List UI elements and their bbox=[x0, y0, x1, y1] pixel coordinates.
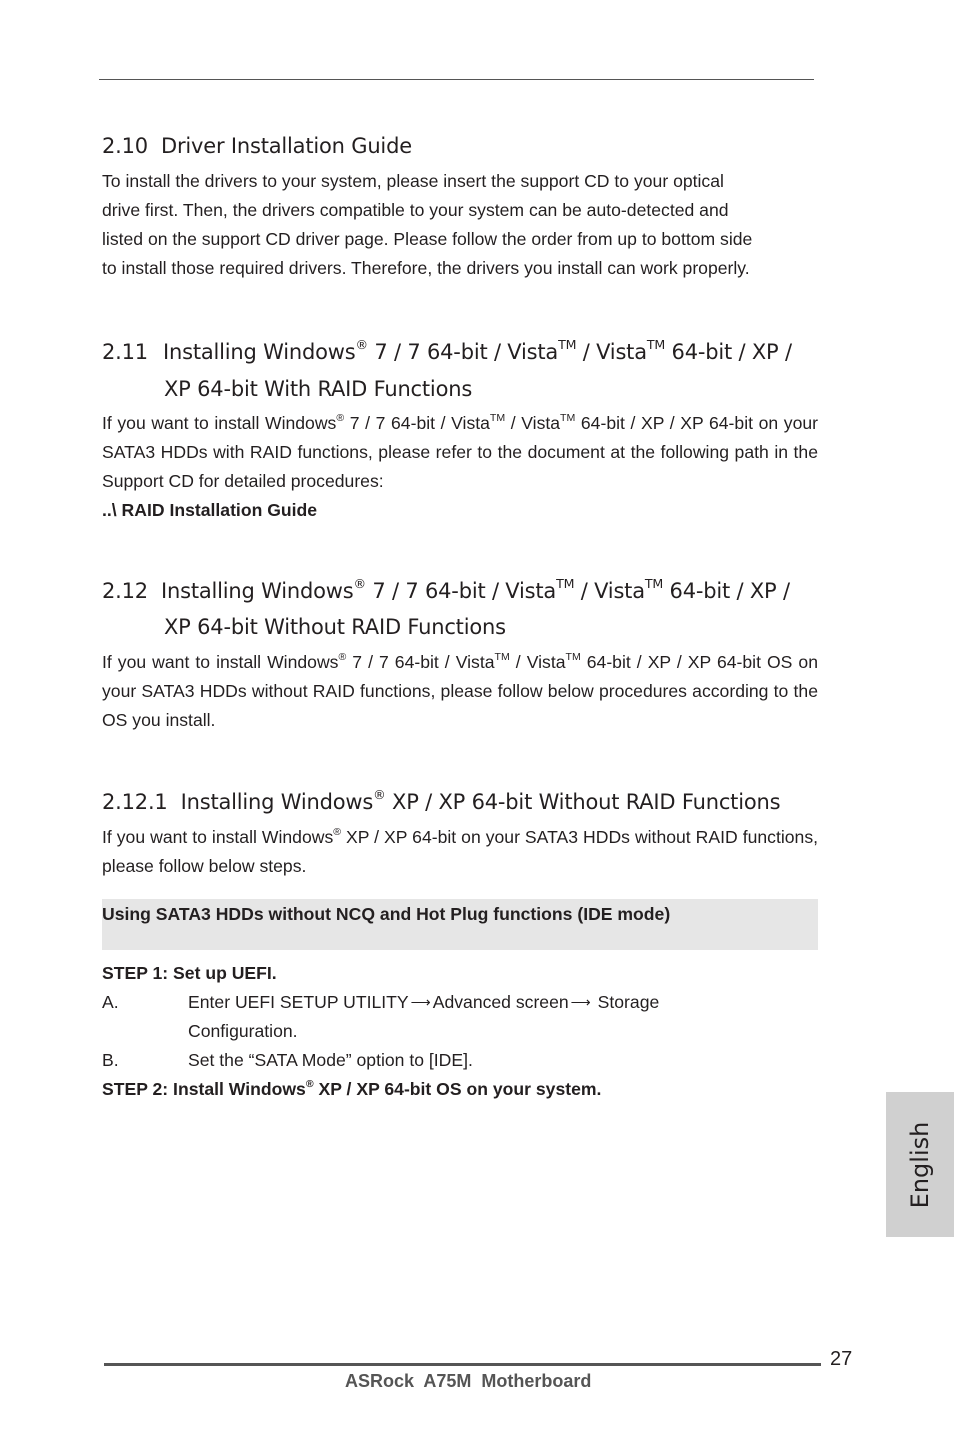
registered-mark: ® bbox=[333, 825, 342, 838]
paragraph-2-12 bbox=[102, 648, 818, 735]
registered-mark: ® bbox=[373, 787, 386, 803]
step1-a-label: A. bbox=[102, 992, 119, 1012]
trademark-mark: TM bbox=[565, 650, 581, 663]
heading-text: Installing Windows bbox=[162, 340, 356, 364]
paragraph-2-10 bbox=[102, 167, 822, 283]
heading-text: 7 / 7 64-bit / Vista bbox=[367, 340, 559, 364]
trademark-mark: TM bbox=[558, 337, 577, 353]
para-text: 64-bit / XP / XP 64-bit OS on your SATA3 HDDs without RAID functions, please follow below procedures according to the OS you install. bbox=[102, 652, 819, 730]
step1-title: STEP 1: Set up UEFI. bbox=[102, 963, 277, 983]
paragraph-line: to install those required drivers. Therefore, the drivers you install can work properly. bbox=[102, 258, 750, 278]
heading-text: XP / XP 64-bit Without RAID Functions bbox=[385, 790, 781, 814]
para-text: If you want to install Windows bbox=[102, 827, 334, 847]
paragraph-2-12-1 bbox=[102, 823, 818, 881]
registered-mark: ® bbox=[355, 337, 368, 353]
paragraph-line: listed on the support CD driver page. Please follow the order from up to bottom side bbox=[102, 229, 753, 249]
heading-2-12-1 bbox=[102, 787, 781, 814]
heading-text: 7 / 7 64-bit / Vista bbox=[365, 579, 557, 603]
trademark-mark: TM bbox=[560, 411, 576, 424]
paragraph-line: To install the drivers to your system, please insert the support CD to your optical bbox=[102, 171, 724, 191]
trademark-mark: TM bbox=[494, 650, 510, 663]
heading-2-12 bbox=[102, 576, 790, 603]
section-number: 2.11 bbox=[102, 340, 148, 364]
step-text: STEP 2: Install Windows bbox=[102, 1079, 306, 1099]
registered-mark: ® bbox=[353, 576, 366, 592]
section-title: Driver Installation Guide bbox=[160, 134, 412, 158]
note-box-text: Using SATA3 HDDs without NCQ and Hot Plug functions (IDE mode) bbox=[102, 904, 671, 924]
para-text: 7 / 7 64-bit / Vista bbox=[346, 652, 495, 672]
ide-mode-note-box bbox=[102, 899, 818, 950]
heading-2-12-line2: XP 64-bit Without RAID Functions bbox=[164, 615, 506, 639]
trademark-mark: TM bbox=[644, 576, 664, 592]
step1-b-text: Set the “SATA Mode” option to [IDE]. bbox=[188, 1050, 473, 1070]
section-number: 2.10 bbox=[102, 134, 148, 158]
para-text: XP / XP 64-bit on your SATA3 HDDs without RAID functions, please follow below steps. bbox=[102, 827, 818, 876]
step-text: Storage bbox=[592, 992, 660, 1012]
paragraph-line: drive first. Then, the drivers compatible to your system can be auto-detected and bbox=[102, 200, 729, 220]
page-number: 27 bbox=[830, 1348, 853, 1370]
registered-mark: ® bbox=[305, 1077, 314, 1090]
section-number: 2.12 bbox=[102, 579, 148, 603]
heading-text: Installing Windows bbox=[180, 790, 374, 814]
trademark-mark: TM bbox=[556, 576, 575, 592]
side-tab-label: English bbox=[906, 1121, 934, 1208]
heading-text: 64-bit / XP / bbox=[663, 579, 790, 603]
paragraph-2-11 bbox=[102, 409, 818, 496]
heading-text: / Vista bbox=[574, 579, 645, 603]
heading-text: / Vista bbox=[576, 340, 647, 364]
language-side-tab bbox=[886, 1092, 954, 1237]
top-rule bbox=[99, 79, 814, 80]
para-text: / Vista bbox=[505, 413, 561, 433]
step-text: Advanced screen bbox=[432, 992, 569, 1012]
heading-2-11 bbox=[102, 337, 792, 364]
step-text: XP / XP 64-bit OS on your system. bbox=[313, 1079, 602, 1099]
step1-a-text bbox=[188, 988, 659, 1017]
para-text: 64-bit / XP / XP 64-bit on your SATA3 HDDs with RAID functions, please refer to the document at the following path in the Support CD for detailed procedures: bbox=[102, 413, 819, 491]
para-text: / Vista bbox=[509, 652, 566, 672]
heading-text: Installing Windows bbox=[160, 579, 354, 603]
trademark-mark: TM bbox=[646, 337, 666, 353]
heading-2-10 bbox=[102, 134, 412, 158]
para-text: If you want to install Windows bbox=[102, 413, 337, 433]
para-text: If you want to install Windows bbox=[102, 652, 339, 672]
registered-mark: ® bbox=[336, 411, 345, 424]
arrow-right-icon: ⟶ bbox=[570, 994, 591, 1010]
step1-b-label: B. bbox=[102, 1050, 119, 1070]
step1-a-text-line2: Configuration. bbox=[188, 1021, 298, 1041]
raid-guide-path: ..\ RAID Installation Guide bbox=[102, 500, 318, 520]
arrow-right-icon: ⟶ bbox=[410, 994, 431, 1010]
heading-2-11-line2: XP 64-bit With RAID Functions bbox=[164, 377, 473, 401]
trademark-mark: TM bbox=[489, 411, 506, 424]
heading-text: 64-bit / XP / bbox=[665, 340, 792, 364]
step-text: Enter UEFI SETUP UTILITY bbox=[188, 992, 409, 1012]
registered-mark: ® bbox=[338, 650, 347, 663]
bottom-rule bbox=[104, 1363, 821, 1366]
footer-text: ASRock A75M Motherboard bbox=[345, 1371, 592, 1391]
para-text: 7 / 7 64-bit / Vista bbox=[344, 413, 490, 433]
section-number: 2.12.1 bbox=[102, 790, 168, 814]
step2-title bbox=[102, 1075, 601, 1104]
